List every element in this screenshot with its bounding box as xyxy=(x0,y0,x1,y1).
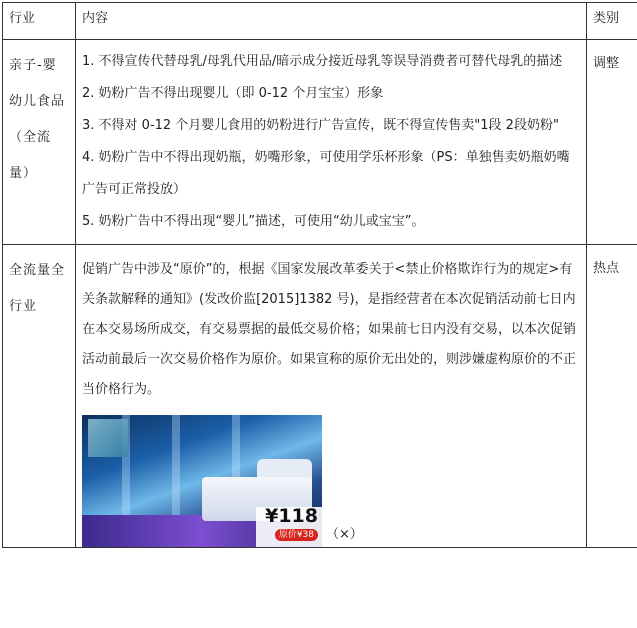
table-row xyxy=(3,245,637,548)
rule-text: 促销广告中涉及“原价”的，根据《国家发展改革委关于<禁止价格欺诈行为的规定>有关条款解释的通知》(发改价监[2015]1382 号)，是指经营者在本次促销活动前七日内在本交易场所成交，有交易票据的最低交易价格；如果前七日内没有交易，以本次促销活动前最后一次交易价格作为原价。如果宣称的原价无出处的，则涉嫌虚构原价的不正当价格行为。 xyxy=(82,262,577,397)
content-cell xyxy=(76,245,587,548)
hotel-room-photo xyxy=(82,415,322,547)
content-cell xyxy=(76,40,587,245)
rule-item: 2. 奶粉广告不得出现婴儿（即 0-12 个月宝宝）形象 xyxy=(82,86,384,101)
original-price-badge: 原价¥38 xyxy=(275,529,318,541)
rule-item: 3. 不得对 0-12 个月婴儿食用的奶粉进行广告宣传，既不得宣传售卖"1段 2段奶粉" xyxy=(82,118,559,133)
rule-item: 4. 奶粉广告中不得出现奶瓶，奶嘴形象，可使用学乐杯形象（PS：单独售卖奶瓶奶嘴广告可正常投放） xyxy=(82,150,570,197)
industry-cell: 全流量全行业 xyxy=(3,245,76,548)
wrong-mark: （×） xyxy=(326,527,363,542)
type-cell: 热点 xyxy=(587,245,637,548)
industry-cell: 亲子-婴幼儿食品（全流量） xyxy=(3,40,76,245)
header-type: 类别 xyxy=(587,3,637,40)
table-row xyxy=(3,40,637,245)
type-cell: 调整 xyxy=(587,40,637,245)
example-image-block xyxy=(82,415,580,547)
header-industry: 行业 xyxy=(3,3,76,40)
rules-table xyxy=(2,2,637,548)
rule-item: 1. 不得宣传代替母乳/母乳代用品/暗示成分接近母乳等误导消费者可替代母乳的描述 xyxy=(82,54,563,69)
rule-item: 5. 奶粉广告中不得出现“婴儿”描述，可使用“幼儿或宝宝”。 xyxy=(82,214,425,229)
header-content: 内容 xyxy=(76,3,587,40)
price-label: ¥118 xyxy=(265,505,318,527)
table-header-row xyxy=(3,3,637,40)
mosaic-blur xyxy=(88,419,128,457)
